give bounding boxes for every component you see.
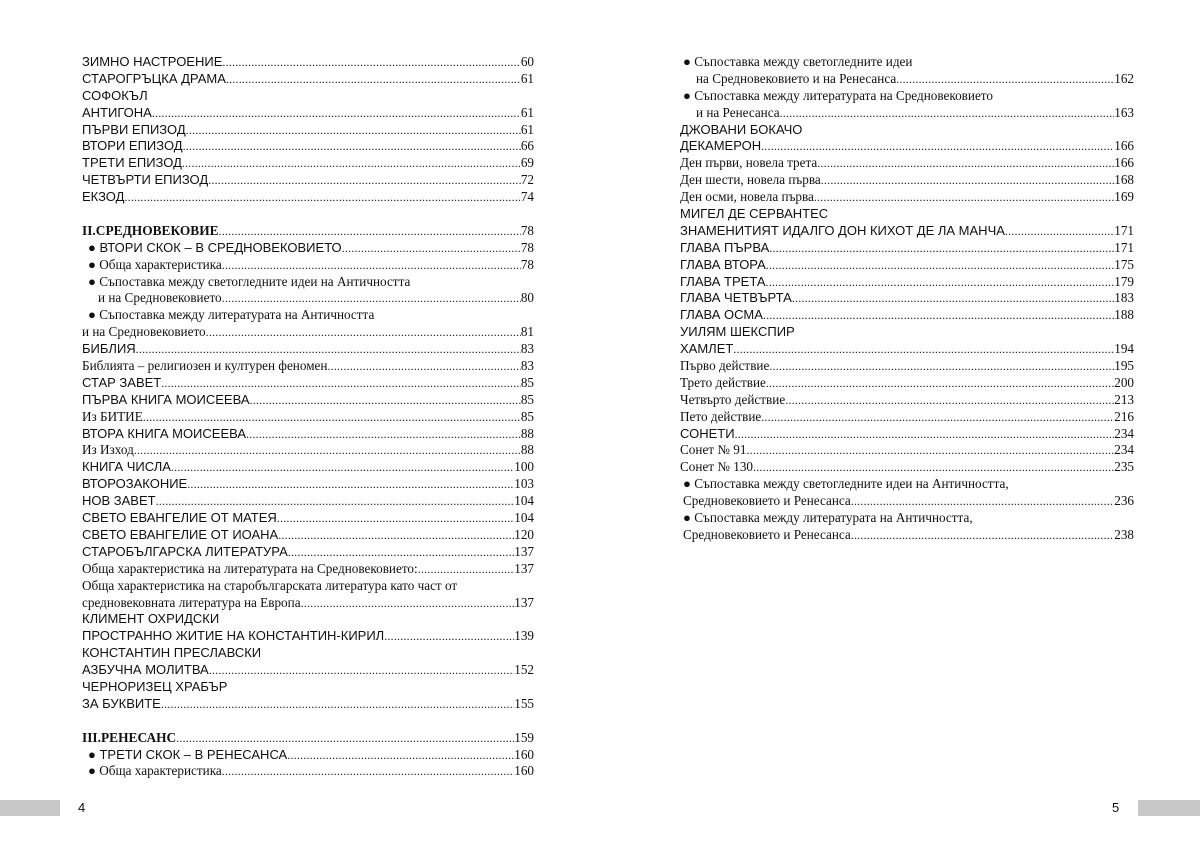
toc-entry-title: средновековната литература на Европа (82, 594, 301, 610)
toc-page-number: 168 (1114, 172, 1134, 188)
toc-entry (82, 155, 534, 172)
toc-entry-title: ГЛАВА ТРЕТА (680, 273, 766, 289)
toc-entry (82, 105, 534, 122)
toc-entry-title: Библията – религиозен и културен феномен (82, 358, 328, 374)
toc-entry-title: ТРЕТИ ЕПИЗОД (82, 155, 182, 171)
toc-entry (82, 527, 534, 544)
toc-entry (82, 459, 534, 476)
toc-entry-title: Обща характеристика на старобългарската литература като част от (82, 577, 458, 593)
toc-entry (680, 324, 1134, 341)
toc-entry-title: Четвърто действие (680, 391, 786, 407)
toc-entry (82, 358, 534, 375)
toc-entry (82, 189, 534, 206)
dot-leader (124, 189, 520, 206)
toc-entry-title: Обща характеристика на литературата на Средновековието: (82, 560, 418, 576)
toc-entry-title: ХАМЛЕТ (680, 341, 734, 357)
toc-entry-title: КНИГА ЧИСЛА (82, 459, 171, 475)
dot-leader (209, 662, 514, 679)
dot-leader (814, 189, 1114, 206)
toc-page-number: 169 (1114, 189, 1134, 205)
toc-entry (82, 138, 534, 155)
toc-entry-title: ЗИМНО НАСТРОЕНИЕ (82, 54, 223, 69)
toc-page-number: 103 (514, 476, 534, 492)
toc-entry (82, 662, 534, 679)
toc-page-number: 104 (514, 510, 534, 526)
toc-entry (680, 71, 1134, 88)
toc-page-number: 163 (1114, 104, 1134, 120)
toc-entry (680, 426, 1134, 443)
toc-page-number: 234 (1114, 425, 1134, 441)
toc-entry (680, 257, 1134, 274)
dot-leader (134, 442, 521, 459)
toc-entry-title: КЛИМЕНТ ОХРИДСКИ (82, 611, 220, 627)
toc-entry (82, 696, 534, 713)
dot-leader (763, 307, 1114, 324)
toc-entry-title: ВТОРИ ЕПИЗОД (82, 138, 183, 154)
toc-entry (82, 409, 534, 426)
dot-leader (342, 240, 521, 257)
dot-leader (226, 71, 521, 88)
dot-leader (219, 223, 521, 240)
toc-entry (82, 544, 534, 561)
toc-entry-title: ● Обща характеристика (88, 256, 222, 272)
toc-entry (82, 442, 534, 459)
toc-entry-title: ЗНАМЕНИТИЯТ ИДАЛГО ДОН КИХОТ ДЕ ЛА МАНЧА (680, 222, 1005, 238)
toc-entry-title: АНТИГОНА (82, 104, 152, 120)
dot-leader (182, 155, 521, 172)
toc-entry (82, 88, 534, 105)
toc-page-number: 100 (514, 459, 534, 475)
toc-page-number: 78 (520, 239, 534, 255)
toc-entry-title: Средновековието и Ренесанса (683, 493, 851, 509)
toc-entry-title: ГЛАВА ОСМА (680, 307, 763, 323)
dot-leader (222, 290, 521, 307)
toc-entry-title: СТАРОГРЪЦКА ДРАМА (82, 70, 226, 86)
toc-page-number: 61 (520, 121, 534, 137)
toc-entry-title: СТАРОБЪЛГАРСКА ЛИТЕРАТУРА (82, 543, 288, 559)
toc-entry (680, 88, 1134, 105)
toc-entry-title: НОВ ЗАВЕТ (82, 493, 156, 509)
toc-entry-title: Ден шести, новела първа (680, 172, 821, 188)
toc-entry (82, 763, 534, 780)
toc-entry (82, 611, 534, 628)
toc-entry (82, 172, 534, 189)
page-number-right: 5 (1112, 800, 1120, 815)
toc-entry-title: СВЕТО ЕВАНГЕЛИЕ ОТ ИОАНА (82, 526, 279, 542)
toc-entry-title: ● Съпоставка между светогледните идеи (683, 54, 913, 69)
toc-entry-title: ГЛАВА ВТОРА (680, 256, 766, 272)
toc-entry-title: ДЖОВАНИ БОКАЧО (680, 121, 803, 137)
toc-entry-title: ЧЕТВЪРТИ ЕПИЗОД (82, 172, 209, 188)
toc-page-number: 60 (520, 54, 534, 69)
toc-entry-title: ● ТРЕТИ СКОК – В РЕНЕСАНСА (88, 746, 288, 762)
dot-leader (327, 358, 520, 375)
toc-entry (680, 138, 1134, 155)
toc-entry-title: и на Ренесанса (696, 104, 780, 120)
toc-page-number: 88 (520, 425, 534, 441)
toc-entry-title: ПЪРВА КНИГА МОИСЕЕВА (82, 391, 250, 407)
dot-leader (896, 71, 1114, 88)
toc-page-number: 216 (1114, 408, 1134, 424)
toc-page-number: 72 (520, 172, 534, 188)
toc-page-number: 171 (1114, 239, 1134, 255)
dot-leader (746, 442, 1114, 459)
dot-leader (761, 409, 1114, 426)
toc-page-number: 160 (514, 746, 534, 762)
toc-entry (680, 392, 1134, 409)
toc-entry-title: ● Съпоставка между светогледните идеи на Античността, (683, 476, 1009, 492)
toc-entry-title: ● Съпоставка между литературата на Античността, (683, 510, 973, 526)
toc-entry-title: Из Изход (82, 442, 134, 458)
toc-page-number: 120 (514, 526, 534, 542)
toc-page-number: 85 (520, 408, 534, 424)
toc-page-number: 159 (514, 729, 534, 745)
dot-leader (792, 290, 1114, 307)
toc-entry (680, 493, 1134, 510)
dot-leader (418, 561, 515, 578)
toc-page-number: 81 (520, 324, 534, 340)
toc-entry (680, 122, 1134, 139)
toc-entry-title: МИГЕЛ ДЕ СЕРВАНТЕС (680, 206, 829, 222)
toc-page-number: 88 (520, 442, 534, 458)
toc-page-number: 183 (1114, 290, 1134, 306)
toc-entry (680, 476, 1134, 493)
dot-leader (766, 257, 1114, 274)
toc-entry (82, 561, 534, 578)
toc-entry-title: на Средновековието и на Ренесанса (696, 70, 897, 86)
toc-page-number: 104 (514, 493, 534, 509)
dot-leader (733, 341, 1114, 358)
toc-entry (680, 54, 1134, 71)
dot-leader (761, 138, 1114, 155)
toc-entry (82, 628, 534, 645)
toc-entry-title: и на Средновековието (82, 324, 206, 340)
toc-entry-title: ДЕКАМЕРОН (680, 138, 762, 154)
toc-page-number: 235 (1114, 459, 1134, 475)
toc-entry (680, 172, 1134, 189)
toc-entry (82, 375, 534, 392)
toc-page-number: 137 (514, 594, 534, 610)
toc-entry (82, 426, 534, 443)
toc-entry (82, 595, 534, 612)
toc-entry (680, 341, 1134, 358)
page-number-left: 4 (78, 800, 86, 815)
dot-leader (851, 527, 1114, 544)
dot-leader (301, 595, 515, 612)
toc-entry (680, 105, 1134, 122)
toc-page-number: 155 (514, 695, 534, 711)
toc-entry (82, 54, 534, 71)
dot-leader (156, 493, 515, 510)
toc-entry-title: Сонет № 91 (680, 442, 747, 458)
toc-entry-title: Сонет № 130 (680, 459, 754, 475)
toc-page-number: 162 (1114, 70, 1134, 86)
toc-entry-title: БИБЛИЯ (82, 341, 136, 357)
toc-left-column (82, 54, 534, 780)
toc-entry (82, 341, 534, 358)
dot-leader (278, 527, 514, 544)
toc-entry-title: ГЛАВА ЧЕТВЪРТА (680, 290, 792, 306)
toc-entry (680, 189, 1134, 206)
toc-entry (82, 307, 534, 324)
toc-page-number: 83 (520, 341, 534, 357)
toc-entry (680, 442, 1134, 459)
toc-entry (82, 122, 534, 139)
dot-leader (176, 730, 514, 747)
toc-page-number: 175 (1114, 256, 1134, 272)
toc-entry-title: Средновековието и Ренесанса (683, 526, 851, 542)
toc-entry (82, 578, 534, 595)
toc-page-number: 83 (520, 358, 534, 374)
dot-leader (206, 324, 521, 341)
toc-entry-title: ● ВТОРИ СКОК – В СРЕДНОВЕКОВИЕТО (88, 239, 342, 255)
toc-page-number: 213 (1114, 391, 1134, 407)
toc-entry (82, 324, 534, 341)
dot-leader (769, 358, 1114, 375)
toc-entry (680, 409, 1134, 426)
dot-leader (753, 459, 1114, 476)
toc-entry (680, 459, 1134, 476)
toc-page-number: 139 (514, 628, 534, 644)
toc-entry-title: Ден осми, новела първа (680, 189, 814, 205)
toc-page-number: 80 (520, 290, 534, 306)
toc-entry-title: ВТОРОЗАКОНИЕ (82, 476, 188, 492)
toc-page-number: 69 (520, 155, 534, 171)
toc-entry (680, 240, 1134, 257)
toc-entry (680, 375, 1134, 392)
toc-entry-title: КОНСТАНТИН ПРЕСЛАВСКИ (82, 645, 262, 661)
toc-entry (680, 307, 1134, 324)
toc-entry (82, 392, 534, 409)
toc-entry-title: Пето действие (680, 408, 762, 424)
dot-leader (187, 476, 514, 493)
toc-page-number: 66 (520, 138, 534, 154)
toc-entry-title: ● Съпоставка между литературата на Античността (88, 307, 375, 323)
toc-page-number: 166 (1114, 155, 1134, 171)
toc-entry (82, 274, 534, 291)
toc-entry-title: ЧЕРНОРИЗЕЦ ХРАБЪР (82, 678, 228, 694)
dot-leader (208, 172, 521, 189)
dot-leader (735, 426, 1115, 443)
toc-entry (82, 240, 534, 257)
dot-leader (186, 122, 521, 139)
toc-entry-title: ГЛАВА ПЪРВА (680, 239, 770, 255)
dot-leader (143, 409, 521, 426)
dot-leader (288, 544, 514, 561)
toc-entry-title: СОНЕТИ (680, 425, 735, 441)
dot-leader (250, 392, 521, 409)
toc-entry (82, 679, 534, 696)
toc-page-number: 61 (520, 104, 534, 120)
toc-page-number: 78 (520, 222, 534, 238)
toc-entry (82, 510, 534, 527)
toc-entry-title: УИЛЯМ ШЕКСПИР (680, 324, 795, 340)
dot-leader (287, 747, 514, 764)
section-spacer (82, 206, 534, 223)
toc-page-number: 61 (520, 70, 534, 86)
toc-right-column (680, 54, 1134, 544)
dot-leader (246, 426, 521, 443)
toc-entry-title: и на Средновековието (98, 290, 222, 306)
dot-leader (769, 240, 1114, 257)
toc-entry (680, 290, 1134, 307)
toc-entry-title: ● Съпоставка между светогледните идеи на Античността (88, 273, 411, 289)
dot-leader (222, 54, 520, 71)
toc-entry-title: Ден първи, новела трета (680, 155, 818, 171)
toc-entry-title: ● Обща характеристика (88, 763, 222, 779)
toc-page-number: 85 (520, 391, 534, 407)
dot-leader (136, 341, 521, 358)
dot-leader (766, 274, 1115, 291)
toc-entry-title: ВТОРА КНИГА МОИСЕЕВА (82, 425, 247, 441)
footer-bar-right (1138, 800, 1200, 816)
toc-entry (680, 155, 1134, 172)
toc-entry-title: АЗБУЧНА МОЛИТВА (82, 662, 209, 678)
toc-entry-title: СТАР ЗАВЕТ (82, 374, 162, 390)
dot-leader (222, 257, 521, 274)
toc-entry-title: ПРОСТРАННО ЖИТИЕ НА КОНСТАНТИН-КИРИЛ (82, 628, 385, 644)
toc-page-number: 171 (1114, 222, 1134, 238)
toc-entry-title: Трето действие (680, 374, 766, 390)
dot-leader (152, 105, 521, 122)
toc-page-number: 152 (514, 662, 534, 678)
toc-entry-title: СОФОКЪЛ (82, 87, 148, 103)
toc-entry-title: Из БИТИЕ (82, 408, 143, 424)
toc-page-number: 194 (1114, 341, 1134, 357)
toc-page-number: 238 (1114, 526, 1134, 542)
dot-leader (851, 493, 1114, 510)
toc-entry (82, 257, 534, 274)
dot-leader (785, 392, 1114, 409)
toc-page-number: 195 (1114, 358, 1134, 374)
toc-entry-title: СРЕДНОВЕКОВИЕ (95, 222, 219, 238)
dot-leader (780, 105, 1115, 122)
section-spacer (82, 713, 534, 730)
toc-page-number: 137 (514, 543, 534, 559)
dot-leader (277, 510, 514, 527)
toc-page-number: 179 (1114, 273, 1134, 289)
toc-entry (82, 747, 534, 764)
toc-entry (680, 274, 1134, 291)
dot-leader (766, 375, 1114, 392)
toc-entry-title: СВЕТО ЕВАНГЕЛИЕ ОТ МАТЕЯ (82, 510, 277, 526)
toc-page-number: 236 (1114, 493, 1134, 509)
toc-page-number: 160 (514, 763, 534, 779)
toc-page-number: 85 (520, 374, 534, 390)
toc-entry (82, 476, 534, 493)
footer-bar-left (0, 800, 60, 816)
toc-entry (82, 71, 534, 88)
toc-page-number: 188 (1114, 307, 1134, 323)
toc-page-number: 234 (1114, 442, 1134, 458)
toc-entry-title: Първо действие (680, 358, 770, 374)
toc-page-number: 74 (520, 189, 534, 205)
toc-section-heading (82, 223, 534, 240)
toc-entry (680, 527, 1134, 544)
toc-section-heading (82, 730, 534, 747)
toc-entry (82, 493, 534, 510)
toc-page-number: 200 (1114, 374, 1134, 390)
dot-leader (222, 763, 514, 780)
dot-leader (384, 628, 514, 645)
toc-entry-title: ЗА БУКВИТЕ (82, 695, 161, 711)
dot-leader (821, 172, 1114, 189)
dot-leader (817, 155, 1114, 172)
toc-entry-title: РЕНЕСАНС (100, 729, 177, 745)
toc-entry (680, 206, 1134, 223)
dot-leader (1005, 223, 1114, 240)
dot-leader (183, 138, 521, 155)
toc-entry-title: ЕКЗОД (82, 189, 125, 205)
toc-entry (82, 290, 534, 307)
toc-entry-title: ● Съпоставка между литературата на Средновековието (683, 87, 993, 103)
toc-entry (680, 510, 1134, 527)
toc-entry (82, 645, 534, 662)
toc-page-number: 137 (514, 560, 534, 576)
toc-page-number: 78 (520, 256, 534, 272)
dot-leader (161, 696, 514, 713)
toc-entry-title: ПЪРВИ ЕПИЗОД (82, 121, 186, 137)
dot-leader (171, 459, 514, 476)
dot-leader (161, 375, 521, 392)
toc-page-number: 166 (1114, 138, 1134, 154)
toc-entry (680, 358, 1134, 375)
section-number: III. (82, 729, 101, 745)
toc-entry (680, 223, 1134, 240)
section-number: II. (82, 222, 96, 238)
